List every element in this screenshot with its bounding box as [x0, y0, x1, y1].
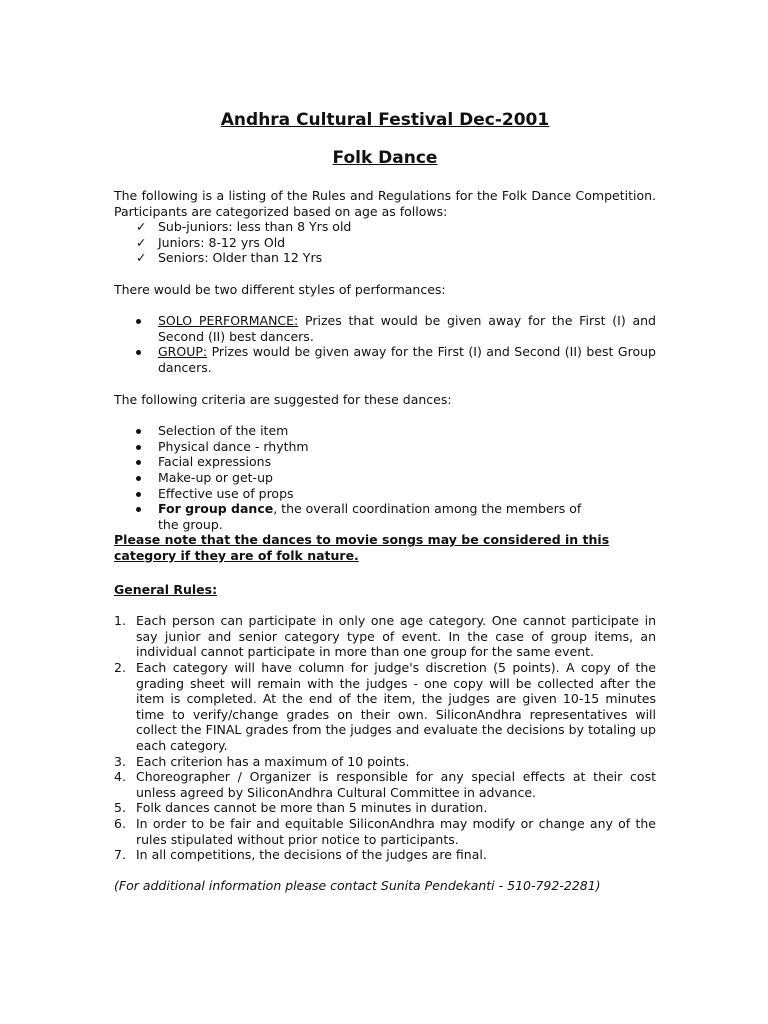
- general-rules-section: [114, 582, 656, 894]
- bullet-icon: [136, 476, 141, 481]
- list-item: ✓ Juniors: 8-12 yrs Old: [136, 234, 286, 250]
- bullet-icon: [136, 507, 141, 512]
- bullet-icon: [136, 492, 141, 497]
- rule-item: 6. In order to be fair and equitable SiliconAndhra may modify or change any of the rules stipulated without prior notice to participants.: [114, 815, 656, 847]
- checkmark-icon: ✓: [136, 219, 147, 235]
- styles-list: [114, 313, 656, 375]
- rule-item: 1. Each person can participate in only one age category. One cannot participate in say junior and senior category type of event. In the case of group items, an individual cannot participate in more than one group for the same event.: [114, 613, 656, 660]
- rule-item: 5. Folk dances cannot be more than 5 minutes in duration.: [114, 800, 488, 816]
- criteria-list: [114, 423, 591, 532]
- checkmark-icon: ✓: [136, 250, 147, 266]
- movie-songs-note: Please note that the dances to movie songs may be considered in this category if they are of folk nature.: [114, 532, 610, 563]
- age-category-list: [114, 219, 656, 266]
- bullet-icon: [136, 319, 141, 324]
- checkmark-icon: ✓: [136, 234, 147, 250]
- intro-paragraph: The following is a listing of the Rules and Regulations for the Folk Dance Competition. Participants are categorized based on age as follows:: [114, 188, 656, 219]
- list-item: For group dance, the overall coordination among the members of the group.: [136, 501, 591, 532]
- list-item: Make-up or get-up: [136, 470, 591, 486]
- list-item: SOLO PERFORMANCE: Prizes that would be given away for the First (I) and Second (II) best dancers.: [136, 313, 656, 344]
- list-item: ✓ Sub-juniors: less than 8 Yrs old: [136, 219, 352, 235]
- bullet-icon: [136, 460, 141, 465]
- list-item: ✓ Seniors: Older than 12 Yrs: [136, 250, 323, 266]
- bullet-icon: [136, 429, 141, 434]
- bullet-icon: [136, 445, 141, 450]
- styles-intro: There would be two different styles of performances:: [114, 282, 446, 297]
- list-item: GROUP: Prizes would be given away for the First (I) and Second (II) best Group dancers.: [136, 344, 656, 375]
- bullet-icon: [136, 350, 141, 355]
- document-title: Andhra Cultural Festival Dec-2001: [220, 110, 550, 130]
- contact-line: (For additional information please contact Sunita Pendekanti - 510-792-2281): [114, 878, 601, 894]
- document-subtitle: Folk Dance: [332, 148, 438, 168]
- list-item: Facial expressions: [136, 454, 591, 470]
- styles-section: [114, 282, 656, 376]
- rule-item: 2. Each category will have column for judge's discretion (5 points). A copy of the grading sheet will remain with the judges - one copy will be collected after the item is completed. At the end of the item, the judges are given 10-15 minutes time to verify/change grades on their own. SiliconAndhra representatives will collect the FINAL grades from the judges and evaluate the decisions by totaling up each category.: [114, 659, 656, 753]
- list-item: Effective use of props: [136, 486, 591, 502]
- rule-item: 7. In all competitions, the decisions of the judges are final.: [114, 847, 487, 863]
- rules-list: [114, 613, 656, 863]
- intro-section: [114, 188, 656, 266]
- criteria-intro: The following criteria are suggested for these dances:: [114, 392, 452, 407]
- criteria-section: [114, 392, 656, 564]
- list-item: Selection of the item: [136, 423, 591, 439]
- general-rules-heading: General Rules:: [114, 582, 218, 597]
- list-item: Physical dance - rhythm: [136, 439, 591, 455]
- rule-item: 3. Each criterion has a maximum of 10 points.: [114, 753, 410, 769]
- rule-item: 4. Choreographer / Organizer is responsible for any special effects at their cost unless agreed by SiliconAndhra Cultural Committee in advance.: [114, 769, 656, 800]
